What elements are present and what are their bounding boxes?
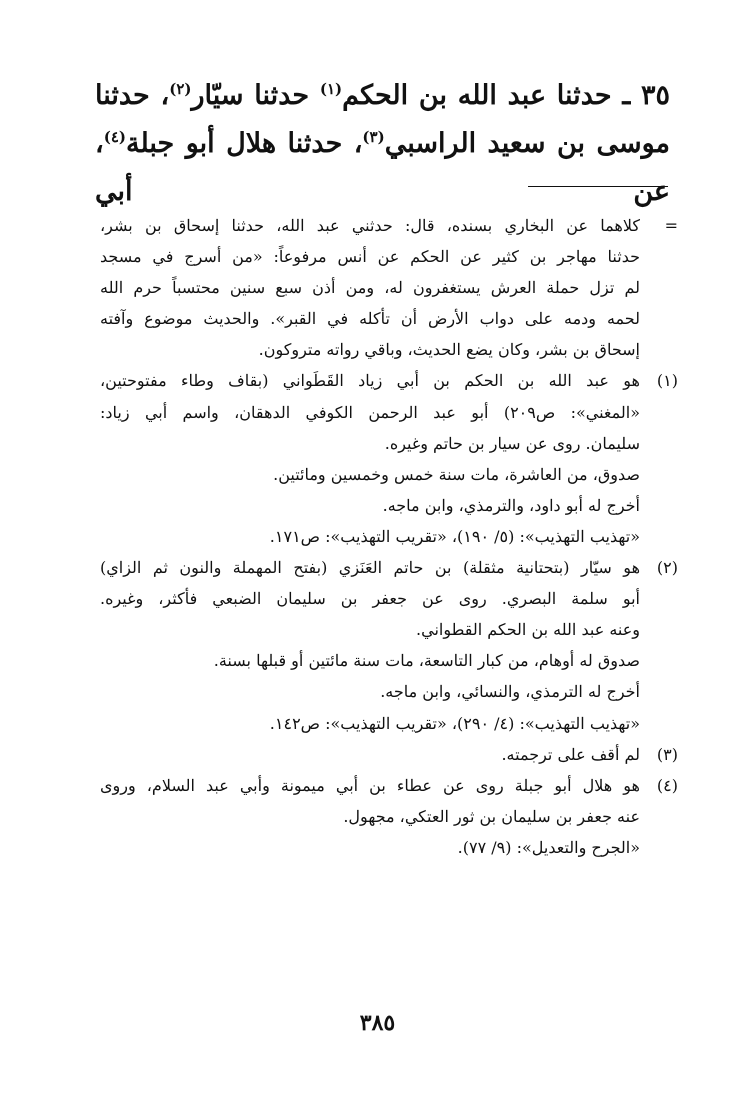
footnote-line: «المغني»: ص٢٠٩) أبو عبد الرحمن الكوفي الدهقان، واسم أبي زياد: bbox=[100, 402, 640, 422]
footnote-4 bbox=[100, 770, 678, 863]
main-text-segment: حدثنا سيّار bbox=[191, 80, 320, 111]
footnote-2 bbox=[100, 552, 678, 739]
footnote-line: عنه جعفر بن سليمان بن ثور العتكي، مجهول. bbox=[343, 806, 640, 826]
footnote-ref-3: (٣) bbox=[362, 128, 385, 146]
footnote-ref-1: (١) bbox=[319, 80, 343, 98]
footnotes bbox=[100, 210, 678, 863]
main-text-segment: ، حدثنا هلال أبو جبلة bbox=[126, 128, 363, 159]
footnote-line: «الجرح والتعديل»: (٩/ ٧٧). bbox=[457, 837, 640, 857]
page-number: ٣٨٥ bbox=[359, 1010, 396, 1036]
footnote-line: إسحاق بن بشر، وكان يضع الحديث، وباقي رواته متروكون. bbox=[258, 340, 640, 360]
main-text-segment: ، حدثنا bbox=[95, 80, 170, 111]
footnote-line: هو عبد الله بن الحكم بن أبي زياد القَطَواني (بقاف وطاء مفتوحتين، bbox=[100, 371, 640, 391]
footnote-line: كلاهما عن البخاري بسنده، قال: حدثني عبد الله، حدثنا إسحاق بن بشر، bbox=[100, 216, 640, 235]
footnote-ref-2: (٢) bbox=[169, 80, 192, 98]
footnote-3 bbox=[100, 739, 678, 770]
footnote-1 bbox=[100, 365, 678, 552]
footnote-line: هو هلال أبو جبلة روى عن عطاء بن أبي ميمونة وأبي عبد السلام، وروى bbox=[100, 775, 640, 795]
footnote-line: صدوق، من العاشرة، مات سنة خمس وخمسين ومائتين. bbox=[273, 464, 640, 484]
footnote-body bbox=[100, 552, 640, 739]
footnote-mark: (٢) bbox=[656, 558, 678, 578]
main-text bbox=[95, 72, 670, 216]
footnote-line: «تهذيب التهذيب»: (٥/ ١٩٠)، «تقريب التهذيب»: ص١٧١. bbox=[269, 526, 640, 546]
main-text-segment: موسى بن سعيد الراسبي bbox=[384, 128, 670, 159]
footnote-body bbox=[100, 739, 640, 770]
footnote-line: لم تزل حملة العرش يستغفرون له، ومن أذن سبع سنين محتسباً حرم الله bbox=[100, 278, 640, 298]
footnote-mark: (٣) bbox=[656, 744, 678, 764]
footnote-body bbox=[100, 365, 640, 552]
footnote-body bbox=[100, 210, 640, 365]
main-line-2 bbox=[95, 120, 670, 216]
footnote-line: وعنه عبد الله بن الحكم القطواني. bbox=[416, 620, 640, 640]
footnote-line: لحمه ودمه على دواب الأرض أن تأكله في القبر». والحديث موضوع وآفته bbox=[100, 309, 641, 329]
footnote-line: «تهذيب التهذيب»: (٤/ ٢٩٠)، «تقريب التهذيب»: ص١٤٢. bbox=[269, 713, 640, 733]
footnote-body bbox=[100, 770, 640, 863]
main-text-segment: ٣٥ ـ حدثنا عبد الله بن الحكم bbox=[342, 80, 670, 111]
footnote-line: أخرج له الترمذي، والنسائي، وابن ماجه. bbox=[380, 682, 640, 702]
main-line-1 bbox=[95, 72, 670, 120]
footnote-ref-4: (٤) bbox=[103, 128, 126, 146]
footnote-line: أبو سلمة البصري. روى عن جعفر بن سليمان الضبعي فأكثر، وغيره. bbox=[100, 589, 640, 609]
footnote-line: هو سيّار (بتحتانية مثقلة) بن حاتم العَنَزي (بفتح المهملة والنون ثم الزاي) bbox=[100, 558, 641, 578]
footnote-line: حدثنا مهاجر بن كثير عن الحكم عن أنس مرفوعاً: «من أسرج في مسجد bbox=[100, 247, 640, 267]
footnote-mark: = bbox=[664, 216, 678, 235]
footnote-continuation bbox=[100, 210, 678, 365]
footnote-line: صدوق له أوهام، من كبار التاسعة، مات سنة مائتين أو قبلها بسنة. bbox=[213, 651, 640, 671]
footnote-line: لم أقف على ترجمته. bbox=[501, 744, 640, 764]
footnote-line: أخرج له أبو داود، والترمذي، وابن ماجه. bbox=[382, 495, 640, 515]
footnote-separator bbox=[528, 186, 668, 187]
footnote-mark: (٤) bbox=[656, 775, 678, 795]
main-text-segment: ، عن أبي bbox=[95, 128, 670, 207]
footnote-line: سليمان. روى عن سيار بن حاتم وغيره. bbox=[384, 433, 640, 453]
footnote-mark: (١) bbox=[656, 371, 678, 391]
